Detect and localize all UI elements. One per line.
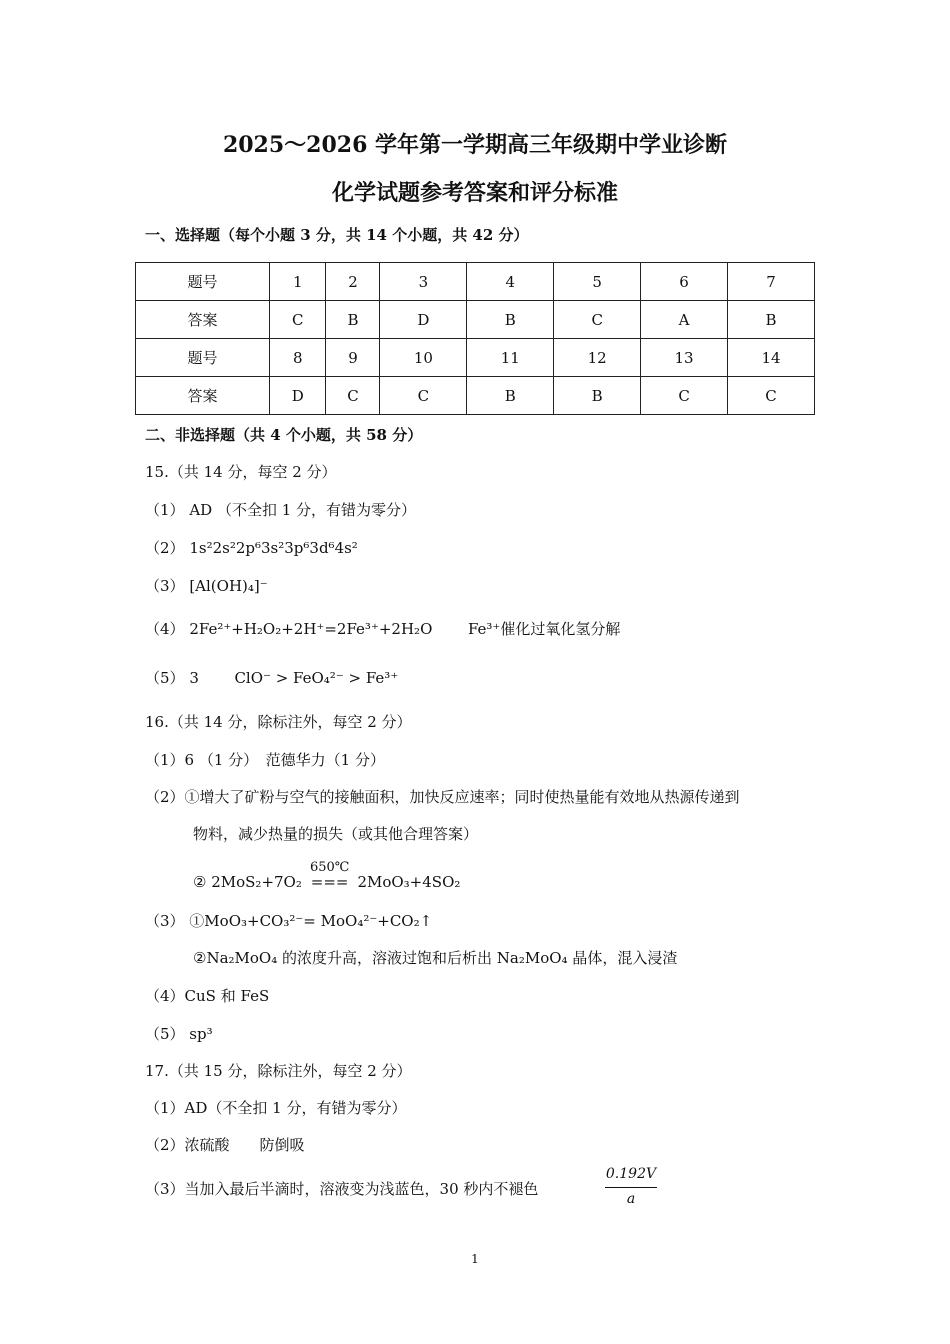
table-cell: 5 <box>554 263 641 301</box>
q16-part2-b: 物料，减少热量的损失（或其他合理答案） <box>193 825 479 843</box>
table-cell: B <box>467 301 554 339</box>
q17-part2: （2）浓硫酸 防倒吸 <box>145 1136 305 1154</box>
q15-part2 <box>145 537 358 558</box>
table-row <box>136 301 815 339</box>
reaction-condition <box>307 860 353 891</box>
table-cell: 8 <box>270 339 326 377</box>
q15-part3 <box>145 575 268 596</box>
page-number: 1 <box>471 1252 479 1266</box>
table-cell: B <box>467 377 554 415</box>
q16-part2-c <box>193 860 461 891</box>
fraction-bar <box>605 1187 657 1188</box>
table-cell: B <box>326 301 380 339</box>
part-label: （1） <box>145 501 185 519</box>
chemical-equation: 2Fe²⁺+H₂O₂+2H⁺=2Fe³⁺+2H₂O <box>189 620 433 638</box>
q16-part3-b: ②Na₂MoO₄ 的浓度升高，溶液过饱和后析出 Na₂MoO₄ 晶体，混入浸渣 <box>193 949 678 967</box>
q15-part1 <box>145 499 416 520</box>
table-cell: D <box>270 377 326 415</box>
answer-table <box>135 262 815 415</box>
table-cell: C <box>641 377 728 415</box>
table-cell: C <box>380 377 467 415</box>
table-cell: 12 <box>554 339 641 377</box>
table-cell: A <box>641 301 728 339</box>
answer-text: AD （不全扣 1 分，有错为零分） <box>189 501 417 519</box>
table-cell: 11 <box>467 339 554 377</box>
electron-configuration: 1s²2s²2p⁶3s²3p⁶3d⁶4s² <box>189 539 358 557</box>
answer-number: 3 <box>189 669 199 687</box>
equation-left: ② 2MoS₂+7O₂ <box>193 873 302 891</box>
section1-heading: 一、选择题（每个小题 3 分，共 14 个小题，共 42 分） <box>145 226 529 244</box>
table-cell: 10 <box>380 339 467 377</box>
table-cell: 1 <box>270 263 326 301</box>
table-row-label: 答案 <box>136 301 270 339</box>
q16-part1: （1）6 （1 分） 范德华力（1 分） <box>145 751 385 769</box>
table-cell: C <box>728 377 815 415</box>
table-row-label: 答案 <box>136 377 270 415</box>
part-label: （3） <box>145 577 185 595</box>
part-label: （2） <box>145 539 185 557</box>
table-cell: C <box>270 301 326 339</box>
formula: [Al(OH)₄]⁻ <box>189 577 268 595</box>
q16-part4: （4）CuS 和 FeS <box>145 987 270 1005</box>
part-label: （5） <box>145 669 185 687</box>
table-row <box>136 377 815 415</box>
answer-text: Fe³⁺催化过氧化氢分解 <box>467 620 621 638</box>
q16-part5: （5） sp³ <box>145 1025 213 1043</box>
table-cell: C <box>326 377 380 415</box>
table-cell: 3 <box>380 263 467 301</box>
document-title: 2025～2026 学年第一学期高三年级期中学业诊断 <box>222 132 728 158</box>
table-row-label: 题号 <box>136 339 270 377</box>
equation-arrow: === <box>310 873 349 891</box>
q15-part4 <box>145 618 620 639</box>
q17-header: 17.（共 15 分，除标注外，每空 2 分） <box>145 1062 412 1080</box>
table-row-label: 题号 <box>136 263 270 301</box>
table-cell: 14 <box>728 339 815 377</box>
table-cell: C <box>554 301 641 339</box>
table-cell: B <box>554 377 641 415</box>
section2-heading: 二、非选择题（共 4 个小题，共 58 分） <box>145 426 423 444</box>
q17-part1: （1）AD（不全扣 1 分，有错为零分） <box>145 1099 407 1117</box>
table-cell: D <box>380 301 467 339</box>
table-cell: 4 <box>467 263 554 301</box>
part-label: （4） <box>145 620 185 638</box>
table-row <box>136 263 815 301</box>
fraction-numerator: 0.192V <box>605 1166 657 1182</box>
table-cell: 7 <box>728 263 815 301</box>
fraction-denominator: a <box>626 1191 636 1207</box>
table-cell: 9 <box>326 339 380 377</box>
q17-part3: （3）当加入最后半滴时，溶液变为浅蓝色，30 秒内不褪色 <box>145 1180 539 1198</box>
table-cell: B <box>728 301 815 339</box>
oxidizing-order: ClO⁻ > FeO₄²⁻ > Fe³⁺ <box>234 669 399 687</box>
equation-right: 2MoO₃+4SO₂ <box>357 873 461 891</box>
document-subtitle: 化学试题参考答案和评分标准 <box>331 180 618 206</box>
q16-part2-a: （2）①增大了矿粉与空气的接触面积，加快反应速率；同时使热量能有效地从热源传递到 <box>145 788 740 806</box>
table-cell: 2 <box>326 263 380 301</box>
q16-part3-a: （3） ①MoO₃+CO₃²⁻= MoO₄²⁻+CO₂↑ <box>145 912 433 930</box>
table-row <box>136 339 815 377</box>
table-cell: 13 <box>641 339 728 377</box>
table-cell: 6 <box>641 263 728 301</box>
q15-header: 15.（共 14 分，每空 2 分） <box>145 463 337 481</box>
condition-text: 650℃ <box>309 860 350 875</box>
q16-header: 16.（共 14 分，除标注外，每空 2 分） <box>145 713 412 731</box>
q15-part5 <box>145 667 398 688</box>
